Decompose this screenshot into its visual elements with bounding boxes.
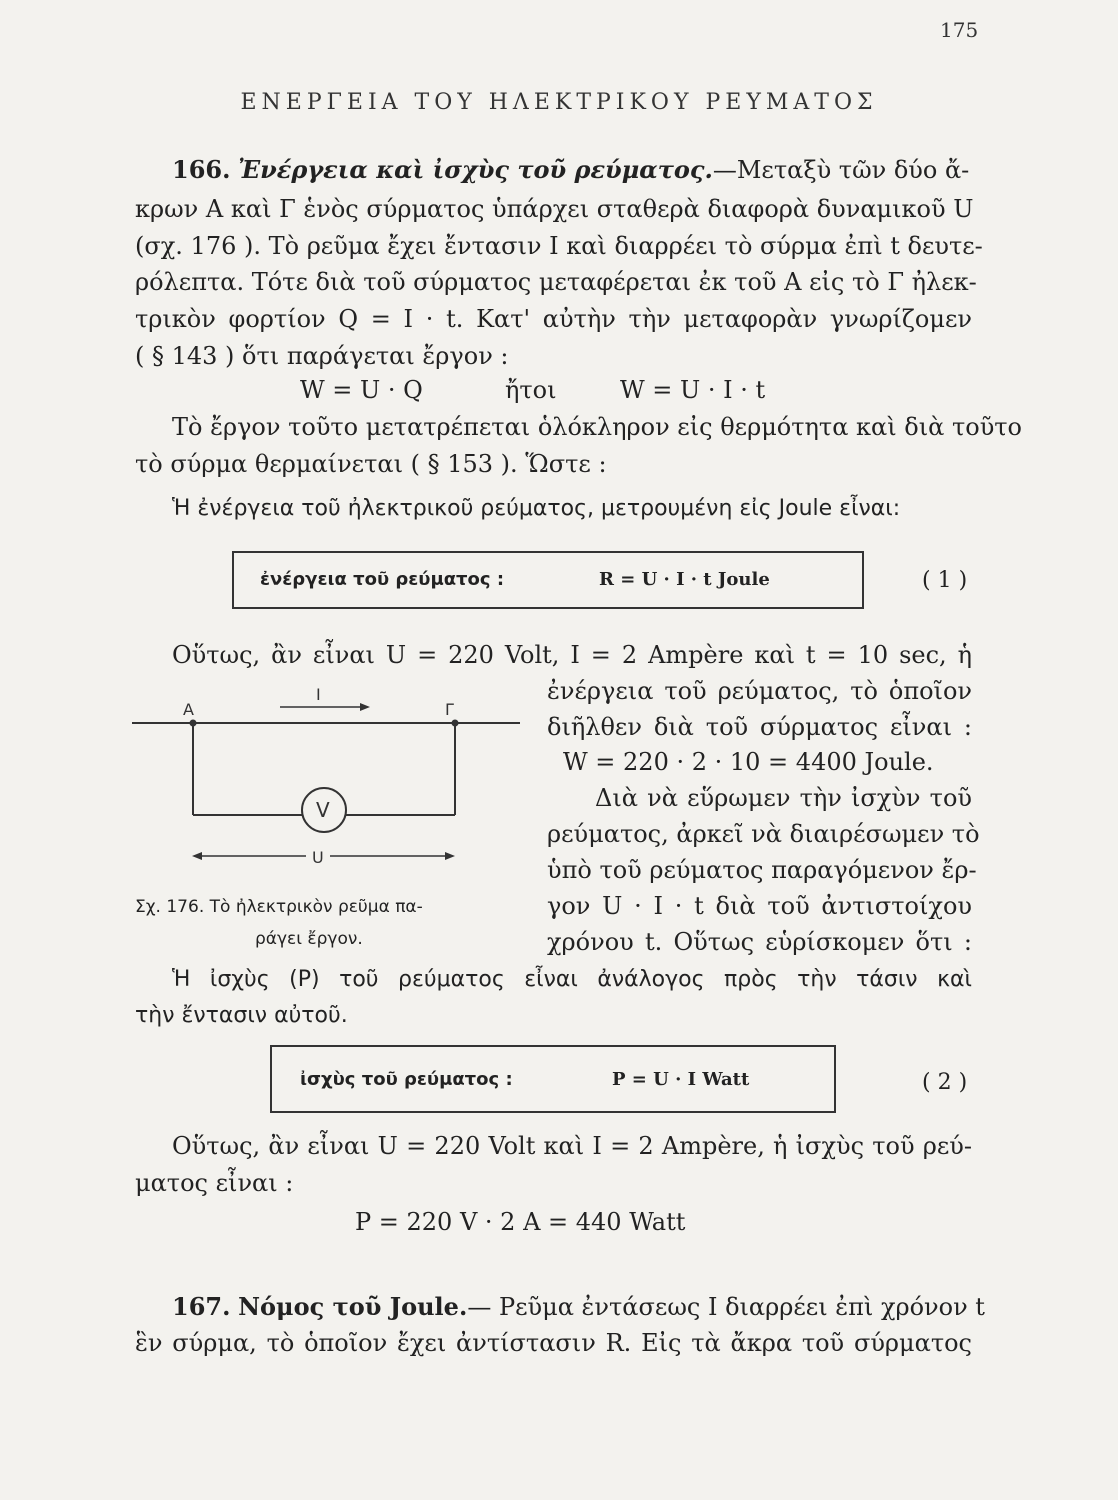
- section-167-title: Νόμος τοῦ Joule.: [238, 1292, 468, 1321]
- section-167-line-1: ἓν σύρμα, τὸ ὁποῖον ἔχει ἀντίστασιν R. Εἰς τὰ ἄκρα τοῦ σύρματος: [135, 1329, 972, 1357]
- u-arrowhead-right: [445, 852, 455, 860]
- section-166-title: Ἐνέργεια καὶ ἰσχὺς τοῦ ρεύματος.: [238, 155, 713, 184]
- formula-box-energy: [232, 551, 864, 609]
- circuit-diagram: [130, 680, 530, 885]
- right-col-line-2: διῆλθεν διὰ τοῦ σύρματος εἶναι :: [547, 713, 972, 741]
- section-166-line-3: ρόλεπτα. Τότε διὰ τοῦ σύρματος μεταφέρεται ἐκ τοῦ Α εἰς τὸ Γ ἠλεκ-: [135, 268, 977, 296]
- paragraph-line-1: Τὸ ἔργον τοῦτο μετατρέπεται ὁλόκληρον εἰς θερμότητα καὶ διὰ τοῦτο: [172, 413, 1023, 441]
- box1-formula: R = U · I · t Joule: [599, 569, 770, 590]
- right-col-line-3: W = 220 · 2 · 10 = 4400 Joule.: [563, 748, 934, 776]
- box2-formula: P = U · I Watt: [612, 1069, 750, 1090]
- right-col-line-7: γον U · I · t διὰ τοῦ ἀντιστοίχου: [547, 892, 972, 920]
- section-166-line-1: κρων Α καὶ Γ ἑνὸς σύρματος ὑπάρχει σταθερὰ διαφορὰ δυναμικοῦ U: [135, 195, 974, 223]
- equation-power: P = 220 V · 2 A = 440 Watt: [355, 1208, 686, 1236]
- section-166-number: 166.: [172, 155, 231, 184]
- u-arrowhead-left: [192, 852, 202, 860]
- label-i: I: [316, 685, 321, 704]
- section-166-line-4: τρικὸν φορτίον Q = I · t. Κατ' αὐτὴν τὴν μεταφορὰν γνωρίζομεν: [135, 305, 972, 333]
- figure-caption-2: ράγει ἔργον.: [255, 929, 363, 949]
- power-line-2: τὴν ἔντασιν αὐτοῦ.: [135, 1003, 348, 1028]
- box2-equation-number: ( 2 ): [922, 1070, 968, 1095]
- section-167-number: 167.: [172, 1292, 231, 1321]
- right-col-line-4: Διὰ νὰ εὕρωμεν τὴν ἰσχὺν τοῦ: [595, 784, 972, 812]
- section-167-line-0: — Ρεῦμα ἐντάσεως I διαρρέει ἐπὶ χρόνον t: [467, 1293, 985, 1321]
- box2-label: ἰσχὺς τοῦ ρεύματος :: [300, 1069, 513, 1090]
- power-line-1: Ἡ ἰσχὺς (P) τοῦ ρεύματος εἶναι ἀνάλογος πρὸς τὴν τάσιν καὶ: [172, 967, 972, 992]
- page-number: 175: [940, 18, 979, 42]
- example-line: Οὕτως, ἂν εἶναι U = 220 Volt, I = 2 Ampère καὶ t = 10 sec, ἡ: [172, 641, 972, 669]
- box1-label: ἐνέργεια τοῦ ρεύματος :: [260, 569, 505, 590]
- formula-box-power: [270, 1045, 836, 1113]
- section-166-line-0: —Μεταξὺ τῶν δύο ἄ-: [712, 156, 970, 184]
- paragraph-line-2: τὸ σύρμα θερμαίνεται ( § 153 ). Ὥστε :: [135, 450, 607, 478]
- example2-line-1: Οὕτως, ἂν εἶναι U = 220 Volt καὶ I = 2 Ampère, ἡ ἰσχὺς τοῦ ρεύ-: [172, 1132, 972, 1160]
- section-166-line-2: (σχ. 176 ). Τὸ ρεῦμα ἔχει ἔντασιν I καὶ διαρρέει τὸ σύρμα ἐπὶ t δευτε-: [135, 232, 983, 260]
- equation-work-or: ἤτοι: [505, 376, 557, 404]
- label-g: Γ: [445, 700, 454, 719]
- label-a: Α: [183, 700, 194, 719]
- figure-caption-1: Σχ. 176. Τὸ ἠλεκτρικὸν ρεῦμα πα-: [135, 897, 423, 917]
- right-col-line-5: ρεύματος, ἀρκεῖ νὰ διαιρέσωμεν τὸ: [547, 820, 980, 848]
- running-head: ΕΝΕΡΓΕΙΑ ΤΟΥ ΗΛΕΚΤΡΙΚΟΥ ΡΕΥΜΑΤΟΣ: [240, 90, 878, 115]
- equation-work-1: W = U · Q: [300, 376, 423, 404]
- section-166-line-5: ( § 143 ) ὅτι παράγεται ἔργον :: [135, 342, 509, 370]
- right-col-line-6: ὑπὸ τοῦ ρεύματος παραγόμενον ἔρ-: [547, 856, 977, 884]
- example2-line-2: ματος εἶναι :: [135, 1169, 294, 1197]
- current-arrow-head: [360, 703, 370, 711]
- paragraph-line-3: Ἡ ἐνέργεια τοῦ ἠλεκτρικοῦ ρεύματος, μετρουμένη εἰς Joule εἶναι:: [172, 496, 901, 521]
- right-col-line-8: χρόνου t. Οὕτως εὑρίσκομεν ὅτι :: [547, 928, 972, 956]
- voltmeter-label: V: [316, 798, 330, 822]
- box1-equation-number: ( 1 ): [922, 568, 968, 593]
- label-u: U: [312, 848, 324, 867]
- section-166-first-line: [172, 155, 972, 185]
- equation-work-2: W = U · I · t: [620, 376, 766, 404]
- section-167-first-line: [172, 1292, 985, 1322]
- right-col-line-1: ἐνέργεια τοῦ ρεύματος, τὸ ὁποῖον: [547, 677, 972, 705]
